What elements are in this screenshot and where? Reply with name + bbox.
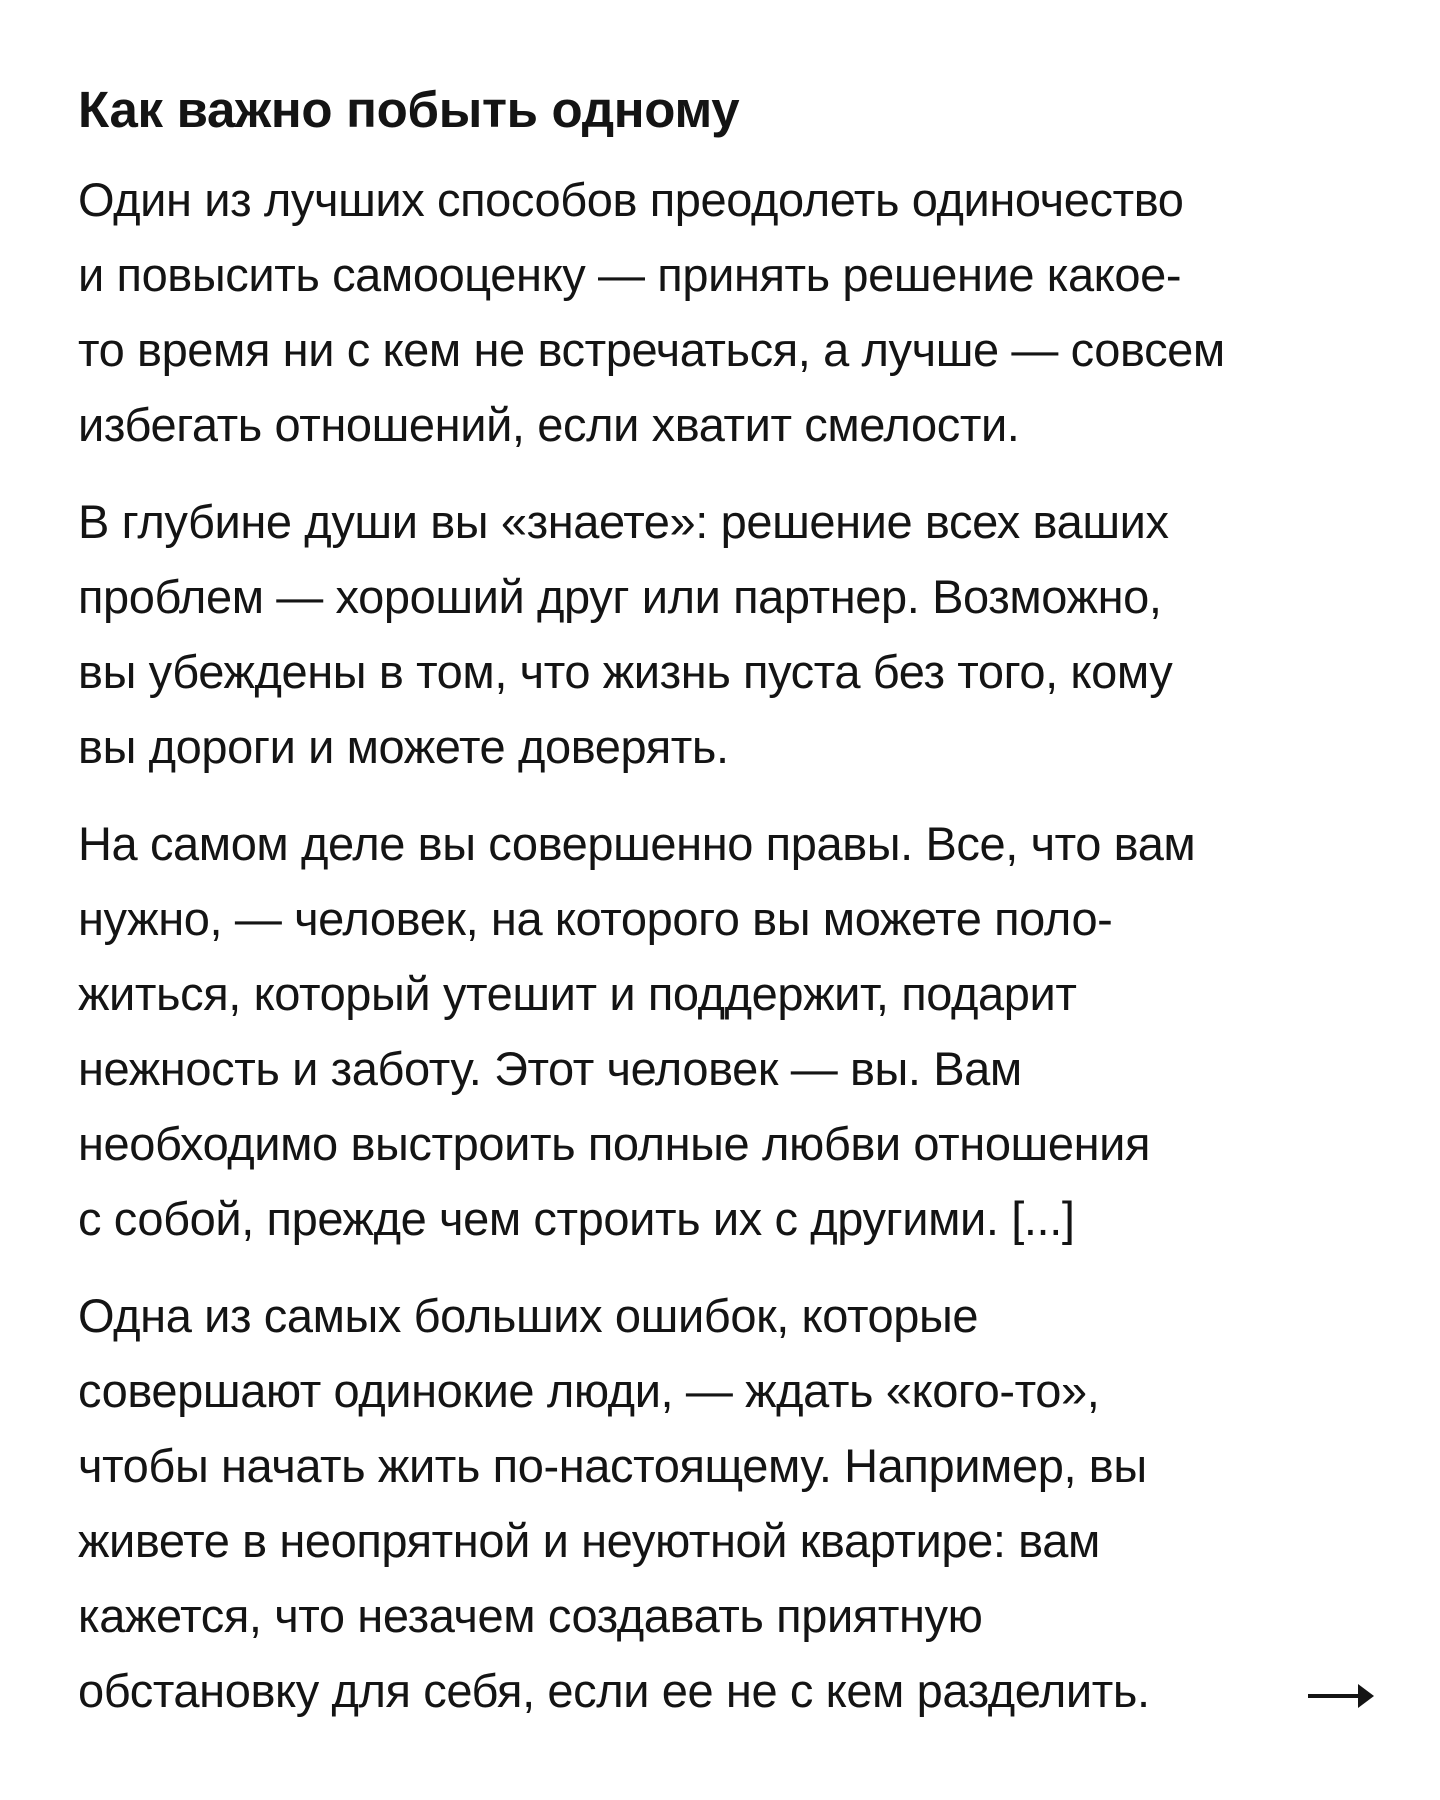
arrow-right-icon: [1306, 1676, 1376, 1716]
paragraph-3: На самом деле вы совершенно правы. Все, что вам нужно, — человек, на которого вы можете поло- житься, который утешит и поддержит, подарит нежность и заботу. Этот человек — вы. Вам необходимо выстроить полные любви отношения с собой, прежде чем строить их с другими. [...]: [78, 817, 1196, 1245]
paragraph-1: Один из лучших способов преодолеть одиночество и повысить самооценку — принять решение какое- то время ни с кем не встречаться, а лучше — совсем избегать отношений, если хватит смелости.: [78, 173, 1225, 451]
paragraph-2: В глубине души вы «знаете»: решение всех ваших проблем — хороший друг или партнер. Возможно, вы убеждены в том, что жизнь пуста без того, кому вы дороги и можете доверять.: [78, 495, 1173, 773]
article: [78, 80, 1368, 1750]
next-page-button[interactable]: [1306, 1676, 1376, 1716]
article-title: Как важно побыть одному: [78, 81, 740, 138]
paragraph-4: Одна из самых больших ошибок, которые совершают одинокие люди, — ждать «кого-то», чтобы начать жить по-настоящему. Например, вы живете в неопрятной и неуютной квартире: вам кажется, что незачем создавать приятную обстановку для себя, если ее не с кем разделить.: [78, 1289, 1150, 1717]
